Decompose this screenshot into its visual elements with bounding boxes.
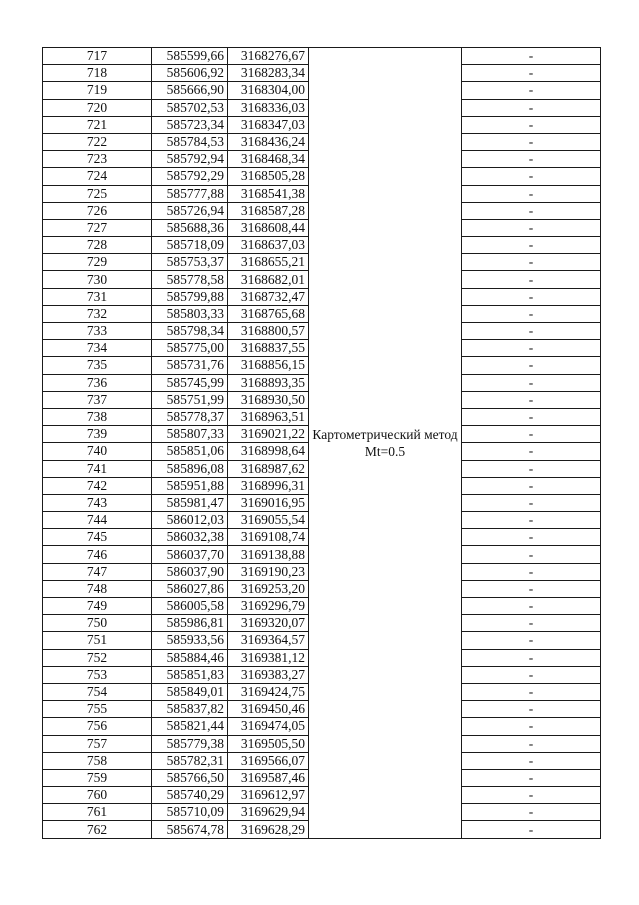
point-number-cell: 719 — [43, 82, 152, 99]
x-coordinate-cell: 586027,86 — [152, 580, 228, 597]
point-number-cell: 754 — [43, 683, 152, 700]
point-number-cell: 728 — [43, 237, 152, 254]
point-number-cell: 727 — [43, 219, 152, 236]
x-coordinate-cell: 585807,33 — [152, 426, 228, 443]
x-coordinate-cell: 585745,99 — [152, 374, 228, 391]
x-coordinate-cell: 585777,88 — [152, 185, 228, 202]
note-cell: - — [462, 787, 601, 804]
note-cell: - — [462, 357, 601, 374]
point-number-cell: 735 — [43, 357, 152, 374]
note-cell: - — [462, 632, 601, 649]
y-coordinate-cell: 3168276,67 — [228, 48, 309, 65]
note-cell: - — [462, 804, 601, 821]
point-number-cell: 747 — [43, 563, 152, 580]
note-cell: - — [462, 288, 601, 305]
x-coordinate-cell: 585951,88 — [152, 477, 228, 494]
x-coordinate-cell: 585821,44 — [152, 718, 228, 735]
y-coordinate-cell: 3169108,74 — [228, 529, 309, 546]
y-coordinate-cell: 3168468,34 — [228, 151, 309, 168]
note-cell: - — [462, 563, 601, 580]
y-coordinate-cell: 3168587,28 — [228, 202, 309, 219]
y-coordinate-cell: 3169138,88 — [228, 546, 309, 563]
x-coordinate-cell: 585674,78 — [152, 821, 228, 838]
method-cell — [309, 48, 462, 839]
x-coordinate-cell: 586032,38 — [152, 529, 228, 546]
note-cell: - — [462, 598, 601, 615]
y-coordinate-cell: 3168655,21 — [228, 254, 309, 271]
x-coordinate-cell: 585718,09 — [152, 237, 228, 254]
y-coordinate-cell: 3169364,57 — [228, 632, 309, 649]
y-coordinate-cell: 3169587,46 — [228, 769, 309, 786]
y-coordinate-cell: 3169021,22 — [228, 426, 309, 443]
note-cell: - — [462, 133, 601, 150]
point-number-cell: 722 — [43, 133, 152, 150]
x-coordinate-cell: 585986,81 — [152, 615, 228, 632]
note-cell: - — [462, 580, 601, 597]
point-number-cell: 755 — [43, 701, 152, 718]
y-coordinate-cell: 3168856,15 — [228, 357, 309, 374]
note-cell: - — [462, 494, 601, 511]
y-coordinate-cell: 3169629,94 — [228, 804, 309, 821]
point-number-cell: 752 — [43, 649, 152, 666]
point-number-cell: 720 — [43, 99, 152, 116]
y-coordinate-cell: 3168608,44 — [228, 219, 309, 236]
note-cell: - — [462, 701, 601, 718]
point-number-cell: 736 — [43, 374, 152, 391]
x-coordinate-cell: 585803,33 — [152, 305, 228, 322]
x-coordinate-cell: 585798,34 — [152, 323, 228, 340]
point-number-cell: 724 — [43, 168, 152, 185]
point-number-cell: 740 — [43, 443, 152, 460]
note-cell: - — [462, 529, 601, 546]
note-cell: - — [462, 735, 601, 752]
point-number-cell: 745 — [43, 529, 152, 546]
y-coordinate-cell: 3169383,27 — [228, 666, 309, 683]
table-row — [43, 48, 601, 65]
note-cell: - — [462, 323, 601, 340]
point-number-cell: 760 — [43, 787, 152, 804]
y-coordinate-cell: 3168765,68 — [228, 305, 309, 322]
note-cell: - — [462, 615, 601, 632]
coordinates-table-body — [43, 48, 601, 839]
point-number-cell: 721 — [43, 116, 152, 133]
note-cell: - — [462, 443, 601, 460]
y-coordinate-cell: 3168800,57 — [228, 323, 309, 340]
x-coordinate-cell: 585849,01 — [152, 683, 228, 700]
point-number-cell: 743 — [43, 494, 152, 511]
x-coordinate-cell: 585981,47 — [152, 494, 228, 511]
x-coordinate-cell: 585731,76 — [152, 357, 228, 374]
note-cell: - — [462, 718, 601, 735]
y-coordinate-cell: 3169055,54 — [228, 512, 309, 529]
y-coordinate-cell: 3168347,03 — [228, 116, 309, 133]
x-coordinate-cell: 585710,09 — [152, 804, 228, 821]
point-number-cell: 730 — [43, 271, 152, 288]
y-coordinate-cell: 3168996,31 — [228, 477, 309, 494]
y-coordinate-cell: 3169628,29 — [228, 821, 309, 838]
y-coordinate-cell: 3169566,07 — [228, 752, 309, 769]
y-coordinate-cell: 3168637,03 — [228, 237, 309, 254]
x-coordinate-cell: 585740,29 — [152, 787, 228, 804]
point-number-cell: 725 — [43, 185, 152, 202]
x-coordinate-cell: 585782,31 — [152, 752, 228, 769]
note-cell: - — [462, 391, 601, 408]
note-cell: - — [462, 374, 601, 391]
y-coordinate-cell: 3169016,95 — [228, 494, 309, 511]
x-coordinate-cell: 585884,46 — [152, 649, 228, 666]
note-cell: - — [462, 340, 601, 357]
y-coordinate-cell: 3168336,03 — [228, 99, 309, 116]
x-coordinate-cell: 586037,90 — [152, 563, 228, 580]
note-cell: - — [462, 271, 601, 288]
point-number-cell: 756 — [43, 718, 152, 735]
note-cell: - — [462, 546, 601, 563]
y-coordinate-cell: 3169505,50 — [228, 735, 309, 752]
note-cell: - — [462, 460, 601, 477]
y-coordinate-cell: 3168732,47 — [228, 288, 309, 305]
point-number-cell: 723 — [43, 151, 152, 168]
point-number-cell: 761 — [43, 804, 152, 821]
note-cell: - — [462, 305, 601, 322]
x-coordinate-cell: 585751,99 — [152, 391, 228, 408]
y-coordinate-cell: 3169296,79 — [228, 598, 309, 615]
note-cell: - — [462, 821, 601, 838]
x-coordinate-cell: 585784,53 — [152, 133, 228, 150]
y-coordinate-cell: 3168998,64 — [228, 443, 309, 460]
x-coordinate-cell: 585666,90 — [152, 82, 228, 99]
x-coordinate-cell: 585766,50 — [152, 769, 228, 786]
point-number-cell: 748 — [43, 580, 152, 597]
note-cell: - — [462, 254, 601, 271]
y-coordinate-cell: 3168930,50 — [228, 391, 309, 408]
note-cell: - — [462, 649, 601, 666]
point-number-cell: 729 — [43, 254, 152, 271]
point-number-cell: 734 — [43, 340, 152, 357]
method-text: Картометрический метод Mt=0.5 — [312, 426, 458, 459]
y-coordinate-cell: 3168304,00 — [228, 82, 309, 99]
x-coordinate-cell: 585837,82 — [152, 701, 228, 718]
note-cell: - — [462, 769, 601, 786]
x-coordinate-cell: 585778,58 — [152, 271, 228, 288]
x-coordinate-cell: 585753,37 — [152, 254, 228, 271]
y-coordinate-cell: 3169381,12 — [228, 649, 309, 666]
x-coordinate-cell: 585851,83 — [152, 666, 228, 683]
y-coordinate-cell: 3168963,51 — [228, 408, 309, 425]
note-cell: - — [462, 219, 601, 236]
x-coordinate-cell: 585933,56 — [152, 632, 228, 649]
x-coordinate-cell: 585792,94 — [152, 151, 228, 168]
note-cell: - — [462, 683, 601, 700]
point-number-cell: 737 — [43, 391, 152, 408]
y-coordinate-cell: 3169190,23 — [228, 563, 309, 580]
x-coordinate-cell: 585702,53 — [152, 99, 228, 116]
y-coordinate-cell: 3169474,05 — [228, 718, 309, 735]
x-coordinate-cell: 586012,03 — [152, 512, 228, 529]
x-coordinate-cell: 585606,92 — [152, 65, 228, 82]
note-cell: - — [462, 185, 601, 202]
y-coordinate-cell: 3169424,75 — [228, 683, 309, 700]
note-cell: - — [462, 168, 601, 185]
point-number-cell: 739 — [43, 426, 152, 443]
y-coordinate-cell: 3168837,55 — [228, 340, 309, 357]
point-number-cell: 751 — [43, 632, 152, 649]
y-coordinate-cell: 3168436,24 — [228, 133, 309, 150]
point-number-cell: 753 — [43, 666, 152, 683]
point-number-cell: 759 — [43, 769, 152, 786]
point-number-cell: 733 — [43, 323, 152, 340]
note-cell: - — [462, 666, 601, 683]
point-number-cell: 717 — [43, 48, 152, 65]
note-cell: - — [462, 426, 601, 443]
y-coordinate-cell: 3168682,01 — [228, 271, 309, 288]
point-number-cell: 726 — [43, 202, 152, 219]
point-number-cell: 744 — [43, 512, 152, 529]
point-number-cell: 738 — [43, 408, 152, 425]
note-cell: - — [462, 82, 601, 99]
y-coordinate-cell: 3168283,34 — [228, 65, 309, 82]
y-coordinate-cell: 3168505,28 — [228, 168, 309, 185]
y-coordinate-cell: 3169320,07 — [228, 615, 309, 632]
note-cell: - — [462, 65, 601, 82]
point-number-cell: 757 — [43, 735, 152, 752]
point-number-cell: 731 — [43, 288, 152, 305]
note-cell: - — [462, 408, 601, 425]
note-cell: - — [462, 477, 601, 494]
y-coordinate-cell: 3169450,46 — [228, 701, 309, 718]
point-number-cell: 741 — [43, 460, 152, 477]
x-coordinate-cell: 585688,36 — [152, 219, 228, 236]
point-number-cell: 732 — [43, 305, 152, 322]
note-cell: - — [462, 151, 601, 168]
point-number-cell: 758 — [43, 752, 152, 769]
y-coordinate-cell: 3168541,38 — [228, 185, 309, 202]
x-coordinate-cell: 585599,66 — [152, 48, 228, 65]
note-cell: - — [462, 237, 601, 254]
point-number-cell: 742 — [43, 477, 152, 494]
note-cell: - — [462, 512, 601, 529]
x-coordinate-cell: 586037,70 — [152, 546, 228, 563]
x-coordinate-cell: 585726,94 — [152, 202, 228, 219]
point-number-cell: 762 — [43, 821, 152, 838]
point-number-cell: 718 — [43, 65, 152, 82]
x-coordinate-cell: 585775,00 — [152, 340, 228, 357]
point-number-cell: 746 — [43, 546, 152, 563]
point-number-cell: 749 — [43, 598, 152, 615]
x-coordinate-cell: 585799,88 — [152, 288, 228, 305]
note-cell: - — [462, 116, 601, 133]
note-cell: - — [462, 202, 601, 219]
x-coordinate-cell: 585851,06 — [152, 443, 228, 460]
x-coordinate-cell: 586005,58 — [152, 598, 228, 615]
x-coordinate-cell: 585723,34 — [152, 116, 228, 133]
x-coordinate-cell: 585779,38 — [152, 735, 228, 752]
note-cell: - — [462, 99, 601, 116]
x-coordinate-cell: 585896,08 — [152, 460, 228, 477]
note-cell: - — [462, 752, 601, 769]
y-coordinate-cell: 3168893,35 — [228, 374, 309, 391]
point-number-cell: 750 — [43, 615, 152, 632]
y-coordinate-cell: 3168987,62 — [228, 460, 309, 477]
coordinates-table — [42, 47, 601, 839]
y-coordinate-cell: 3169612,97 — [228, 787, 309, 804]
x-coordinate-cell: 585778,37 — [152, 408, 228, 425]
note-cell: - — [462, 48, 601, 65]
x-coordinate-cell: 585792,29 — [152, 168, 228, 185]
y-coordinate-cell: 3169253,20 — [228, 580, 309, 597]
